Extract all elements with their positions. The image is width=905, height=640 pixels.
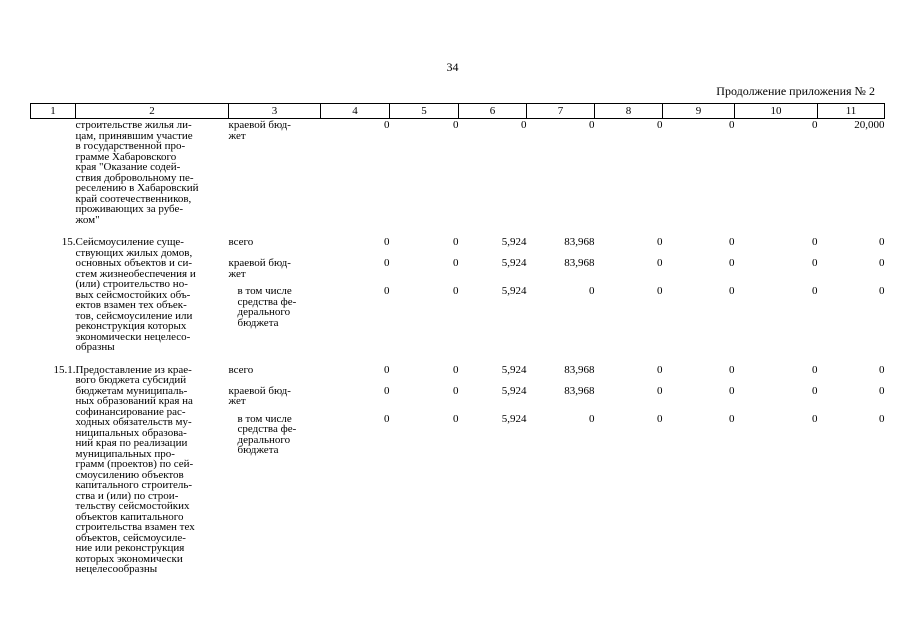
row-description-line: нецелесообразны (75, 563, 158, 575)
value-number: 0 (384, 285, 390, 297)
value-cell-col-6 (459, 225, 527, 353)
funding-source-line: жет (228, 267, 246, 280)
row-description-line: ных образований края на (75, 395, 193, 407)
value-cell-col-11 (818, 119, 885, 226)
row-description-line: в государственной про- (75, 140, 186, 152)
value-number: 0 (812, 257, 818, 269)
value-number: 0 (589, 412, 595, 425)
value-number: 0 (812, 412, 818, 425)
row-description-line: жом" (75, 213, 100, 226)
row-description-cell (76, 225, 229, 353)
continuation-label: Продолжение приложения № 2 (716, 84, 875, 98)
value-number: 83,968 (564, 363, 595, 376)
row-description-line: стем жизнеобеспечения и (75, 267, 196, 280)
value-number: 0 (384, 363, 390, 376)
value-number: 0 (453, 236, 459, 248)
value-entry (663, 120, 735, 131)
value-entry (390, 365, 459, 386)
value-number: 0 (879, 257, 885, 269)
value-number: 0 (453, 412, 459, 425)
value-entry (663, 414, 735, 425)
row-description-line: грамм (проектов) по сей- (75, 458, 194, 470)
funding-source-cell (229, 225, 321, 353)
row-description-line: смоусилению объектов (75, 468, 184, 481)
column-header-3: 3 (229, 104, 321, 119)
row-description-line: грамме Хабаровского (75, 150, 177, 163)
value-number: 0 (657, 412, 663, 425)
value-number: 0 (657, 363, 663, 376)
row-description-line: софинансирование рас- (75, 405, 186, 418)
value-cell-col-4 (321, 225, 390, 353)
value-entry (390, 386, 459, 414)
value-entry (459, 286, 527, 297)
row-number-cell: 15. (61, 236, 76, 248)
value-entry (735, 286, 818, 297)
row-description-line: тельству сейсмостойких (75, 500, 190, 512)
value-entry (818, 237, 885, 258)
value-entry (321, 237, 390, 258)
column-header-7: 7 (527, 104, 595, 119)
value-cell-col-11 (818, 225, 885, 353)
value-number: 0 (729, 363, 735, 376)
value-number: 0 (729, 285, 735, 297)
value-entry (459, 414, 527, 425)
value-cell-col-5 (390, 119, 459, 226)
value-entry (818, 365, 885, 386)
funding-source-line: средства фе- (237, 423, 297, 435)
funding-source-label (229, 120, 321, 141)
value-entry (735, 414, 818, 425)
value-cell-col-7 (527, 225, 595, 353)
value-number: 0 (657, 257, 663, 269)
value-entry (818, 414, 885, 425)
row-description-line: капитального строитель- (75, 479, 193, 491)
value-cell-col-10 (735, 225, 818, 353)
row-description-line: тов, сейсмоусиление или (75, 309, 193, 322)
row-description-line: ний края по реализации (75, 437, 188, 449)
column-header-1: 1 (31, 104, 76, 119)
value-entry (818, 258, 885, 286)
value-number: 0 (453, 363, 459, 376)
row-number-cell: 15.1. (53, 363, 76, 376)
value-cell-col-9 (663, 225, 735, 353)
value-number: 0 (384, 412, 390, 425)
value-cell-col-8 (595, 353, 663, 575)
column-header-9: 9 (663, 104, 735, 119)
value-entry (735, 237, 818, 258)
table-row (31, 119, 885, 226)
column-header-11: 11 (818, 104, 885, 119)
value-number: 0 (453, 257, 459, 269)
value-entry (735, 365, 818, 386)
table-row (31, 225, 885, 353)
value-number: 5,924 (501, 236, 527, 248)
value-cell-col-9 (663, 119, 735, 226)
row-description-line: края "Оказание содей- (75, 161, 181, 173)
value-number: 0 (384, 119, 390, 131)
value-number: 0 (729, 384, 735, 397)
funding-source-label (229, 386, 321, 414)
funding-source-cell (229, 353, 321, 575)
value-cell-col-9 (663, 353, 735, 575)
value-entry (527, 286, 595, 297)
value-number: 0 (879, 384, 885, 397)
row-description-line: ходных обязательств му- (75, 416, 192, 428)
value-entry (735, 258, 818, 286)
row-description-line: ства и (или) по строи- (75, 489, 179, 502)
value-entry (459, 237, 527, 258)
funding-source-line: всего (228, 363, 254, 376)
value-entry (321, 120, 390, 131)
value-number: 0 (812, 236, 818, 248)
value-entry (663, 286, 735, 297)
value-entry (459, 365, 527, 386)
funding-source-line: жет (228, 395, 246, 407)
value-number: 0 (453, 285, 459, 297)
value-number: 83,968 (564, 257, 595, 269)
row-description-line: объектов капитального (75, 510, 184, 523)
row-description-line: экономически нецелесо- (75, 330, 191, 343)
value-entry (595, 237, 663, 258)
funding-source-line: дерального (237, 433, 291, 446)
value-cell-col-10 (735, 119, 818, 226)
value-entry (527, 120, 595, 131)
value-entry (663, 386, 735, 414)
funding-source-line: краевой бюд- (228, 257, 291, 269)
value-entry (321, 258, 390, 286)
funding-source-label (229, 286, 321, 328)
value-entry (595, 120, 663, 131)
value-number: 0 (657, 236, 663, 248)
value-cell-col-11 (818, 353, 885, 575)
value-number: 20,000 (854, 119, 885, 131)
value-entry (527, 414, 595, 425)
funding-source-line: средства фе- (237, 295, 297, 308)
value-entry (735, 386, 818, 414)
value-entry (663, 365, 735, 386)
funding-source-label (229, 365, 321, 386)
value-cell-col-7 (527, 353, 595, 575)
value-number: 0 (812, 384, 818, 397)
row-description-line: проживающих за рубе- (75, 203, 184, 215)
value-entry (595, 386, 663, 414)
value-cell-col-10 (735, 353, 818, 575)
row-description-line: объектов, сейсмоусиле- (75, 531, 186, 544)
value-number: 0 (384, 236, 390, 248)
value-number: 0 (657, 384, 663, 397)
value-entry (595, 414, 663, 425)
row-description-line: Предоставление из крае- (75, 363, 192, 376)
value-cell-col-7 (527, 119, 595, 226)
funding-source-line: всего (228, 236, 254, 248)
value-number: 5,924 (501, 363, 527, 376)
value-cell-col-8 (595, 119, 663, 226)
value-cell-col-4 (321, 119, 390, 226)
value-number: 0 (729, 119, 735, 131)
value-number: 5,924 (501, 285, 527, 297)
value-entry (663, 237, 735, 258)
value-cell-col-4 (321, 353, 390, 575)
page-number: 34 (446, 60, 459, 74)
value-cell-col-6 (459, 119, 527, 226)
value-entry (459, 258, 527, 286)
table-row (31, 353, 885, 575)
row-description-line: Сейсмоусиление суще- (75, 236, 184, 248)
value-entry (595, 258, 663, 286)
value-cell-col-6 (459, 353, 527, 575)
value-entry (390, 237, 459, 258)
value-entry (818, 386, 885, 414)
funding-source-label (229, 258, 321, 286)
funding-source-line: в том числе (237, 412, 292, 425)
value-number: 0 (729, 412, 735, 425)
row-description-line: реселению в Хабаровский (75, 182, 199, 194)
value-number: 5,924 (501, 384, 527, 397)
value-entry (818, 120, 885, 131)
value-entry (663, 258, 735, 286)
value-entry (527, 365, 595, 386)
row-description-line: бюджетам муниципаль- (75, 384, 188, 397)
value-entry (459, 386, 527, 414)
value-number: 0 (657, 285, 663, 297)
value-number: 0 (879, 363, 885, 376)
value-entry (390, 286, 459, 297)
value-number: 5,924 (501, 257, 527, 269)
value-entry (595, 286, 663, 297)
budget-table (30, 103, 885, 575)
row-description-line: образны (75, 341, 115, 353)
value-number: 0 (729, 236, 735, 248)
value-entry (321, 286, 390, 297)
column-header-4: 4 (321, 104, 390, 119)
value-entry (735, 120, 818, 131)
row-description-line: которых экономически (75, 552, 183, 565)
column-header-6: 6 (459, 104, 527, 119)
value-entry (321, 386, 390, 414)
value-entry (527, 258, 595, 286)
funding-source-line: краевой бюд- (228, 119, 291, 131)
value-entry (321, 414, 390, 425)
row-description-cell (76, 353, 229, 575)
value-number: 0 (812, 363, 818, 376)
value-cell-col-5 (390, 353, 459, 575)
value-entry (818, 286, 885, 297)
funding-source-label (229, 237, 321, 258)
funding-source-line: в том числе (237, 285, 292, 297)
row-description-line: ниципальных образова- (75, 426, 187, 439)
funding-source-line: жет (228, 129, 246, 142)
value-cell-col-8 (595, 225, 663, 353)
value-number: 0 (657, 119, 663, 131)
value-entry (527, 386, 595, 414)
value-number: 0 (384, 384, 390, 397)
value-number: 0 (589, 285, 595, 297)
value-number: 0 (521, 119, 527, 131)
funding-source-line: краевой бюд- (228, 384, 291, 397)
value-number: 0 (729, 257, 735, 269)
row-description-line: ствия добровольному пе- (75, 171, 194, 184)
value-number: 0 (812, 285, 818, 297)
row-description-cell (76, 119, 229, 226)
value-entry (595, 365, 663, 386)
column-header-5: 5 (390, 104, 459, 119)
row-number-cell (31, 119, 76, 226)
value-cell-col-5 (390, 225, 459, 353)
value-number: 0 (879, 285, 885, 297)
row-description-line: реконструкция которых (75, 320, 187, 332)
row-description-line: цам, принявшим участие (75, 129, 193, 142)
value-number: 0 (879, 412, 885, 425)
value-entry (390, 414, 459, 425)
value-number: 0 (384, 257, 390, 269)
value-entry (527, 237, 595, 258)
row-description-line: вого бюджета субсидий (75, 374, 187, 386)
column-header-8: 8 (595, 104, 663, 119)
funding-source-line: бюджета (237, 444, 279, 456)
row-description-line: строительства взамен тех (75, 521, 195, 533)
column-header-row (31, 104, 885, 119)
row-description-line: (или) строительство но- (75, 278, 188, 290)
row-description-line: основных объектов и си- (75, 257, 193, 269)
value-number: 0 (879, 236, 885, 248)
row-description-line: край соотечественников, (75, 192, 192, 205)
value-number: 83,968 (564, 236, 595, 248)
value-number: 0 (453, 384, 459, 397)
value-number: 83,968 (564, 384, 595, 397)
funding-source-label (229, 414, 321, 456)
value-number: 0 (589, 119, 595, 131)
funding-source-line: дерального (237, 306, 291, 318)
value-entry (321, 365, 390, 386)
value-number: 0 (812, 119, 818, 131)
value-number: 5,924 (501, 412, 527, 425)
value-number: 0 (453, 119, 459, 131)
column-header-2: 2 (76, 104, 229, 119)
value-entry (390, 120, 459, 131)
funding-source-line: бюджета (237, 316, 279, 329)
row-description-line: ствующих жилых домов, (75, 246, 193, 259)
row-description-line: муниципальных про- (75, 447, 175, 460)
value-entry (390, 258, 459, 286)
value-entry (459, 120, 527, 131)
row-description-line: ектов взамен тех объек- (75, 299, 187, 311)
row-description-line: ние или реконструкция (75, 542, 185, 554)
column-header-10: 10 (735, 104, 818, 119)
funding-source-cell (229, 119, 321, 226)
row-description-line: строительстве жилья ли- (75, 119, 192, 131)
row-description-line: вых сейсмостойких объ- (75, 288, 191, 301)
